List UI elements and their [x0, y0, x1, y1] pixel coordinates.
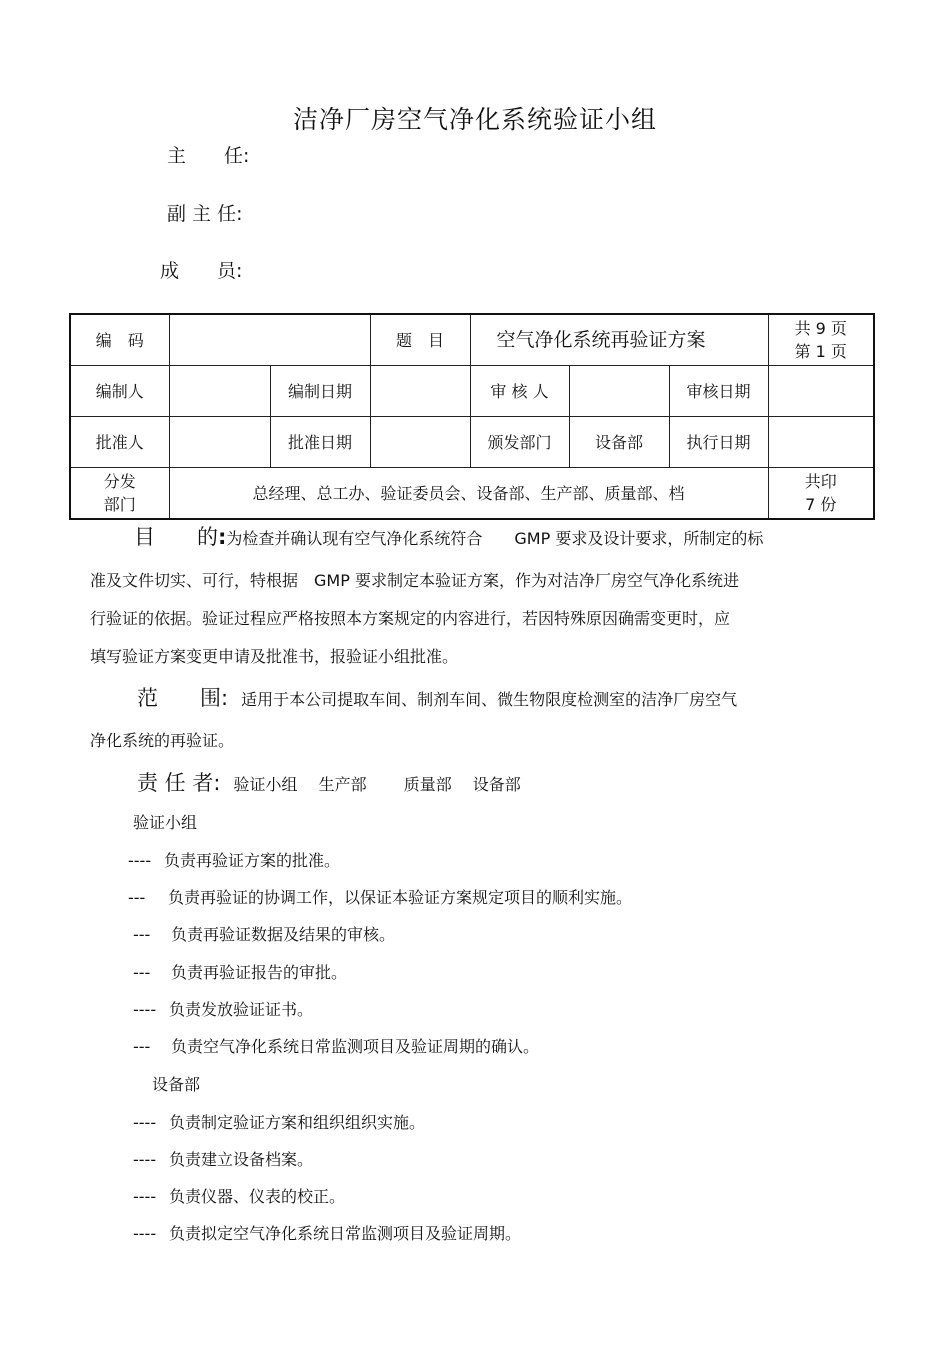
- purpose-line-4: 填写验证方案变更申请及批准书，报验证小组批准。: [90, 647, 459, 666]
- code-value: [169, 314, 370, 366]
- dash-marker: ---: [128, 888, 146, 907]
- exec-date-label: 执行日期: [669, 417, 768, 468]
- copies-count: [768, 468, 874, 520]
- approver-label: 批准人: [70, 417, 169, 468]
- table-row: [70, 468, 874, 520]
- copies-line2: 7 份: [805, 495, 837, 514]
- issuing-dept-label: 颁发部门: [470, 417, 569, 468]
- equip-section-title: 设备部: [152, 1075, 201, 1094]
- page-count: [768, 314, 874, 366]
- member-director: [167, 141, 249, 168]
- scope-line-2: 净化系统的再验证。: [90, 731, 235, 750]
- member-members-label: 成 员:: [160, 260, 243, 282]
- dash-marker: ---: [133, 963, 151, 982]
- issuing-dept-value: 设备部: [569, 417, 669, 468]
- responsible-label: 责 任 者:: [137, 771, 221, 795]
- list-item: [133, 1221, 521, 1244]
- subject-label: 题 目: [370, 314, 470, 366]
- prepared-by-value: [169, 366, 270, 417]
- dash-marker: ----: [133, 1224, 157, 1243]
- responsible-line: [137, 767, 521, 797]
- scope-label: 范 围:: [137, 686, 229, 710]
- list-item-text: 负责建立设备档案。: [169, 1150, 314, 1169]
- dash-marker: ---: [133, 925, 151, 944]
- responsible-value: 验证小组 生产部 质量部 设备部: [233, 775, 521, 794]
- document-title: 洁净厂房空气净化系统验证小组: [292, 105, 657, 134]
- purpose-line-3: 行验证的依据。验证过程应严格按照本方案规定的内容进行，若因特殊原因确需变更时，应: [90, 609, 731, 628]
- list-item-text: 负责再验证的协调工作，以保证本验证方案规定项目的顺利实施。: [168, 888, 633, 907]
- dash-marker: ---: [133, 1037, 151, 1056]
- dash-marker: ----: [133, 1150, 157, 1169]
- list-item-text: 负责再验证数据及结果的审核。: [171, 925, 396, 944]
- purpose-label: 目 的: [134, 525, 218, 549]
- list-item-text: 负责空气净化系统日常监测项目及验证周期的确认。: [171, 1037, 540, 1056]
- list-item-text: 负责再验证方案的批准。: [164, 851, 341, 870]
- list-item-text: 负责制定验证方案和组织组织实施。: [169, 1113, 426, 1132]
- list-item-text: 负责发放验证证书。: [169, 1000, 314, 1019]
- prepared-date-value: [370, 366, 470, 417]
- prepared-date-label: 编制日期: [270, 366, 370, 417]
- scope-text-1: 适用于本公司提取车间、制剂车间、微生物限度检测室的洁净厂房空气: [241, 690, 738, 709]
- review-date-label: 审核日期: [669, 366, 768, 417]
- list-item: [133, 960, 347, 983]
- dash-marker: ----: [133, 1000, 157, 1019]
- purpose-text-1: 为检查并确认现有空气净化系统符合 GMP 要求及设计要求，所制定的标: [226, 529, 764, 548]
- purpose-line-1: [134, 521, 763, 551]
- total-pages: 共 9 页: [794, 319, 847, 338]
- approve-date-value: [370, 417, 470, 468]
- purpose-colon: :: [218, 525, 227, 549]
- code-label: 编 码: [70, 314, 169, 366]
- document-meta-table: [69, 313, 875, 520]
- table-row: [70, 366, 874, 417]
- list-item: [128, 848, 340, 871]
- dash-marker: ----: [128, 851, 152, 870]
- reviewer-value: [569, 366, 669, 417]
- exec-date-value: [768, 417, 874, 468]
- dash-marker: ----: [133, 1187, 157, 1206]
- group-section-title: 验证小组: [133, 813, 198, 832]
- list-item: [133, 1034, 539, 1057]
- list-item-text: 负责仪器、仪表的校正。: [169, 1187, 346, 1206]
- distribution-value: 总经理、总工办、验证委员会、设备部、生产部、质量部、档: [169, 468, 768, 520]
- current-page: 第 1 页: [794, 342, 847, 361]
- member-deputy-label: 副 主 任:: [167, 203, 243, 225]
- member-deputy: [167, 199, 242, 226]
- purpose-line-2: 准及文件切实、可行，特根据 GMP 要求制定本验证方案，作为对洁净厂房空气净化系统进: [90, 571, 739, 590]
- list-item: [133, 997, 313, 1020]
- list-item: [128, 885, 632, 908]
- distribution-label: [70, 468, 169, 520]
- dash-marker: ----: [133, 1113, 157, 1132]
- approve-date-label: 批准日期: [270, 417, 370, 468]
- distribution-label-line1: 分发: [103, 472, 136, 491]
- table-row: [70, 417, 874, 468]
- list-item: [133, 922, 395, 945]
- list-item: [133, 1147, 313, 1170]
- member-director-label: 主 任:: [167, 145, 250, 167]
- member-members: [160, 256, 242, 283]
- list-item-text: 负责拟定空气净化系统日常监测项目及验证周期。: [169, 1224, 522, 1243]
- scope-line-1: [137, 682, 737, 712]
- list-item: [133, 1110, 425, 1133]
- distribution-label-line2: 部门: [103, 495, 136, 514]
- list-item-text: 负责再验证报告的审批。: [171, 963, 348, 982]
- subject-value: 空气净化系统再验证方案: [470, 314, 768, 366]
- list-item: [133, 1184, 345, 1207]
- approver-value: [169, 417, 270, 468]
- table-row: [70, 314, 874, 366]
- review-date-value: [768, 366, 874, 417]
- prepared-by-label: 编制人: [70, 366, 169, 417]
- copies-line1: 共印: [804, 472, 837, 491]
- reviewer-label: 审 核 人: [470, 366, 569, 417]
